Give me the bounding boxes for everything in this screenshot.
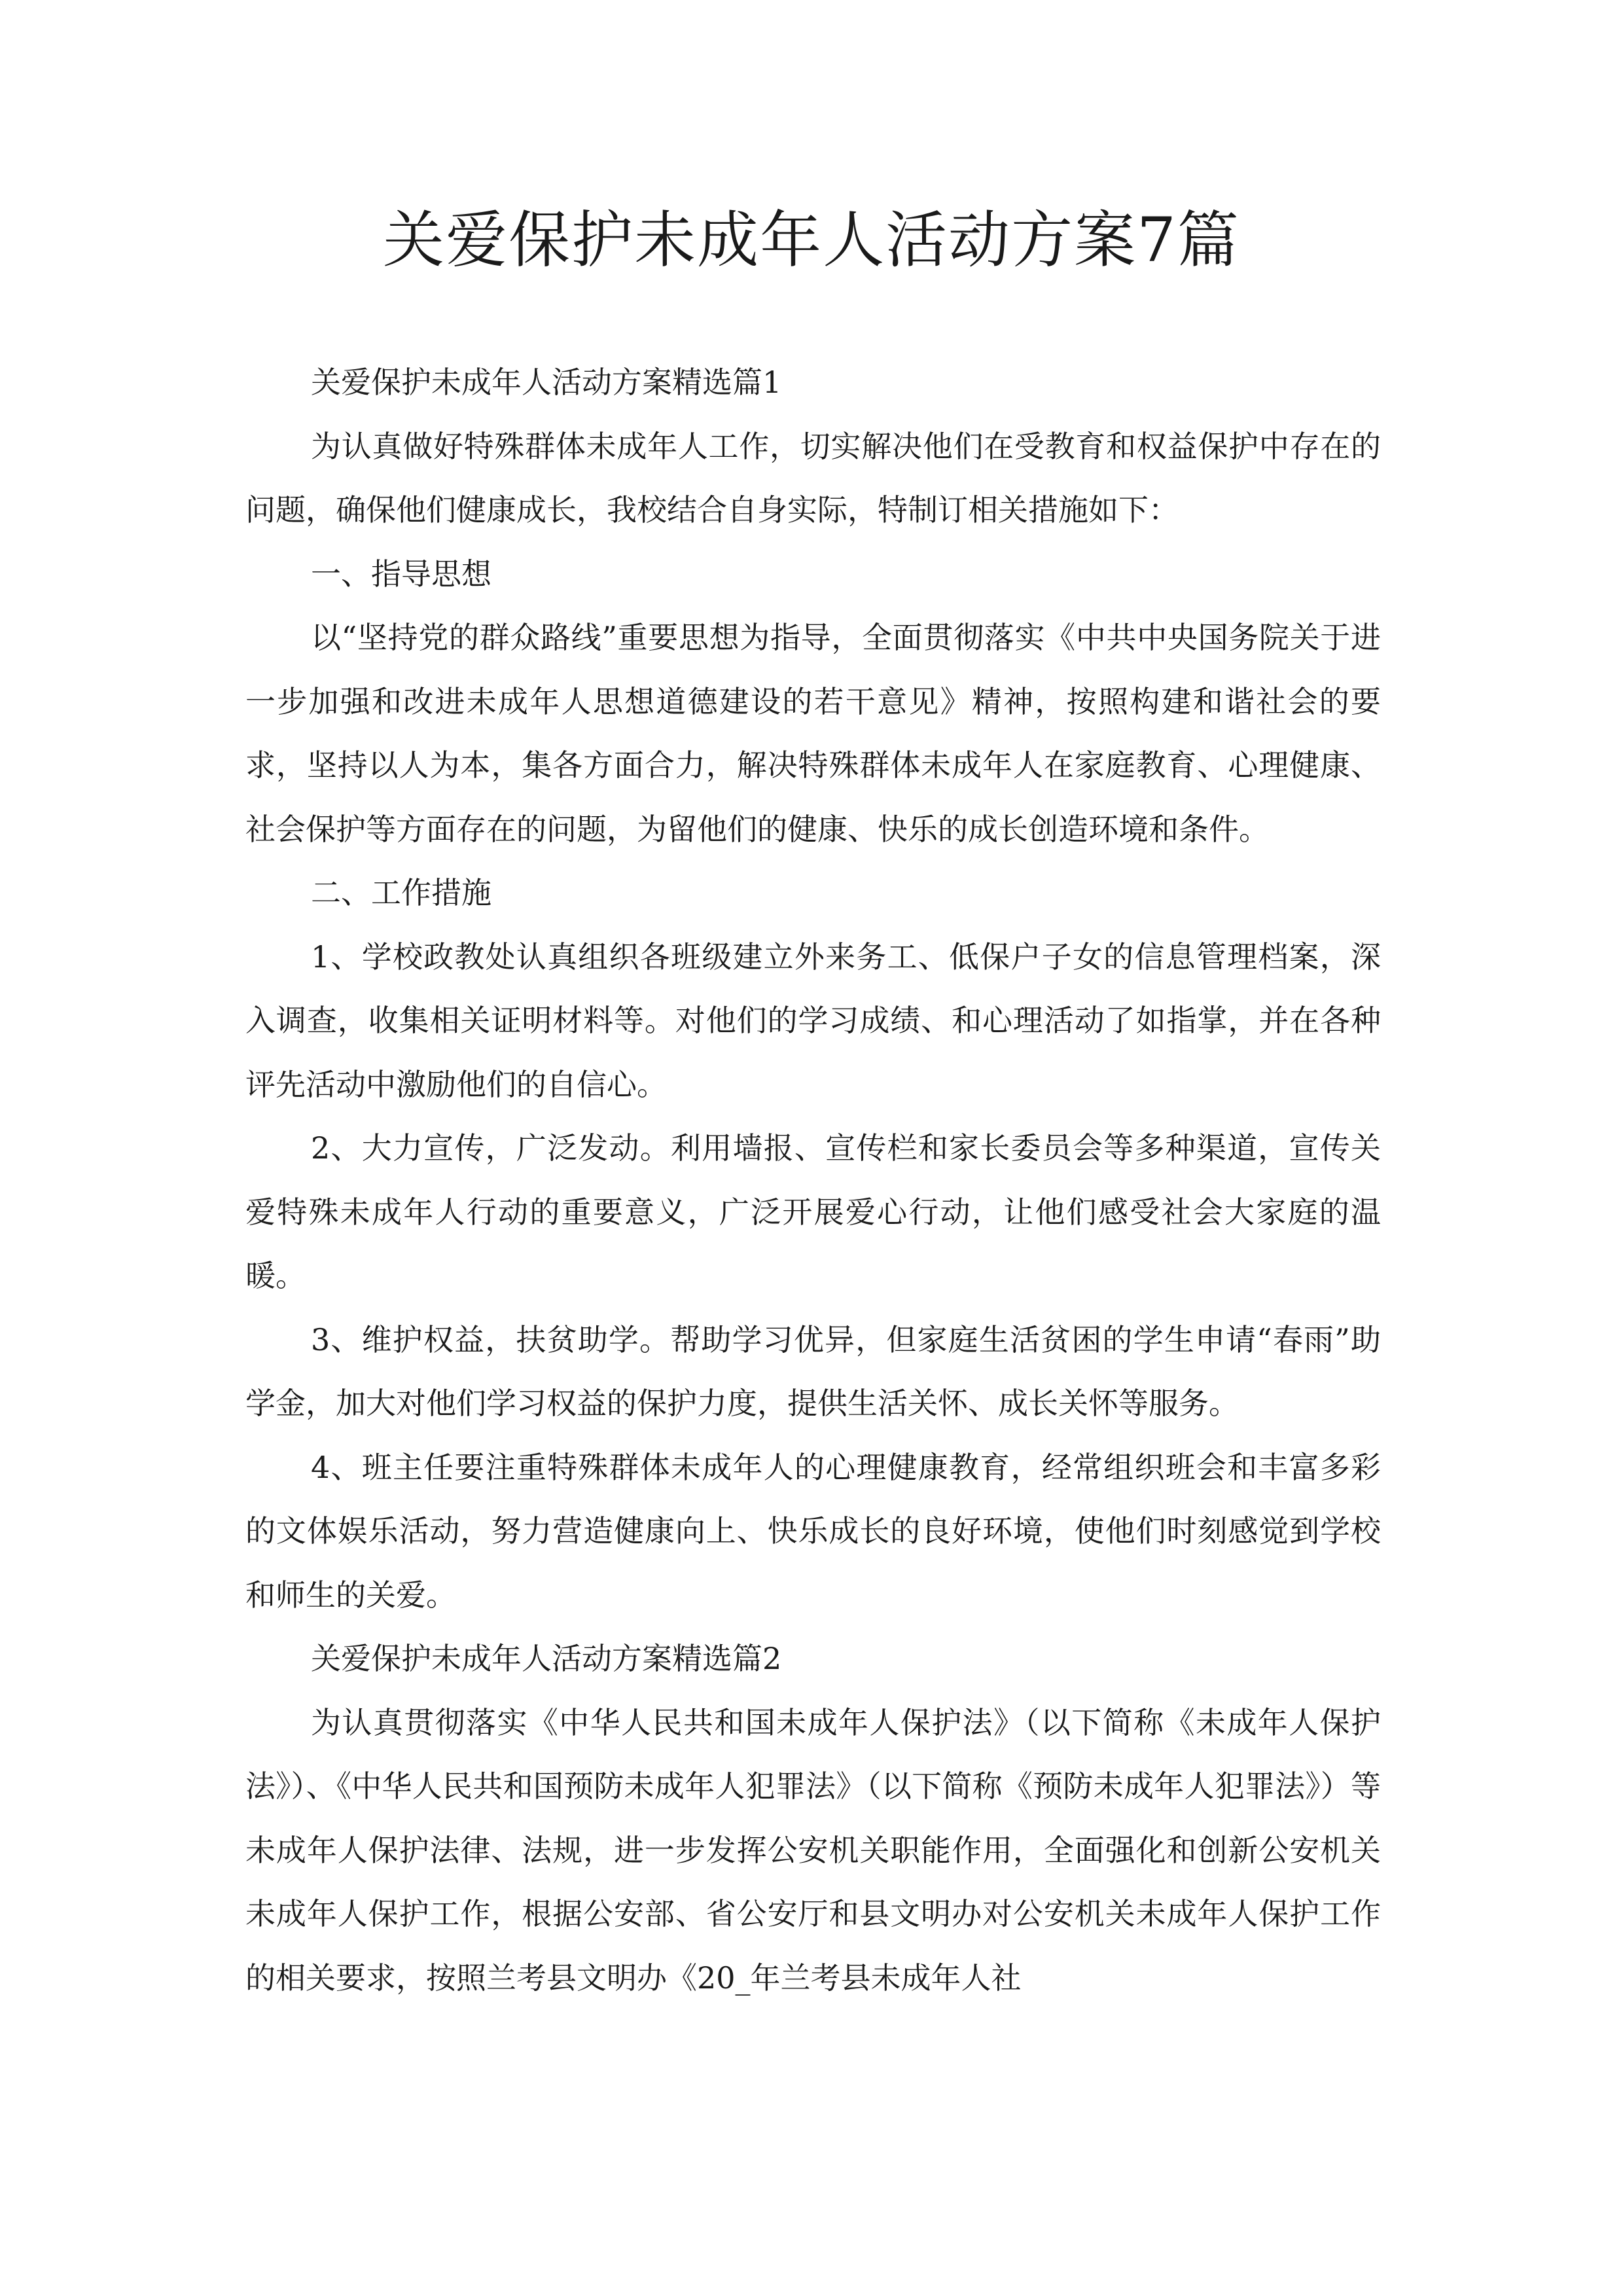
paragraph: 为认真做好特殊群体未成年人工作，切实解决他们在受教育和权益保护中存在的问题，确保他们健康成长，我校结合自身实际，特制订相关措施如下：	[245, 428, 1381, 528]
section-heading: 二、工作措施	[311, 875, 491, 910]
document-body	[245, 351, 1381, 2010]
section-heading: 关爱保护未成年人活动方案精选篇1	[311, 365, 782, 400]
paragraph: 1、学校政教处认真组织各班级建立外来务工、低保户子女的信息管理档案，深入调查，收集相关证明材料等。对他们的学习成绩、和心理活动了如指掌，并在各种评先活动中激励他们的自信心。	[245, 939, 1381, 1102]
paragraph: 为认真贯彻落实《中华人民共和国未成年人保护法》（以下简称《未成年人保护法》）、《中华人民共和国预防未成年人犯罪法》（以下简称《预防未成年人犯罪法》）等未成年人保护法律、法规，进一步发挥公安机关职能作用，全面强化和创新公安机关未成年人保护工作，根据公安部、省公安厅和县文明办对公安机关未成年人保护工作的相关要求，按照兰考县文明办《20_年兰考县未成年人社	[245, 1704, 1381, 1996]
section-heading: 一、指导思想	[311, 556, 491, 592]
paragraph: 3、维护权益，扶贫助学。帮助学习优异，但家庭生活贫困的学生申请“春雨”助学金，加大对他们学习权益的保护力度，提供生活关怀、成长关怀等服务。	[245, 1321, 1381, 1421]
paragraph: 以“坚持党的群众路线”重要思想为指导，全面贯彻落实《中共中央国务院关于进一步加强和改进未成年人思想道德建设的若干意见》精神，按照构建和谐社会的要求，坚持以人为本，集各方面合力，解决特殊群体未成年人在家庭教育、心理健康、社会保护等方面存在的问题，为留他们的健康、快乐的成长创造环境和条件。	[245, 620, 1381, 847]
paragraph: 2、大力宣传，广泛发动。利用墙报、宣传栏和家长委员会等多种渠道，宣传关爱特殊未成年人行动的重要意义，广泛开展爱心行动，让他们感受社会大家庭的温暖。	[245, 1130, 1381, 1293]
document-title: 关爱保护未成年人活动方案7篇	[383, 205, 1240, 276]
section-heading: 关爱保护未成年人活动方案精选篇2	[311, 1641, 782, 1676]
paragraph: 4、班主任要注重特殊群体未成年人的心理健康教育，经常组织班会和丰富多彩的文体娱乐活动，努力营造健康向上、快乐成长的良好环境，使他们时刻感觉到学校和师生的关爱。	[245, 1449, 1381, 1613]
